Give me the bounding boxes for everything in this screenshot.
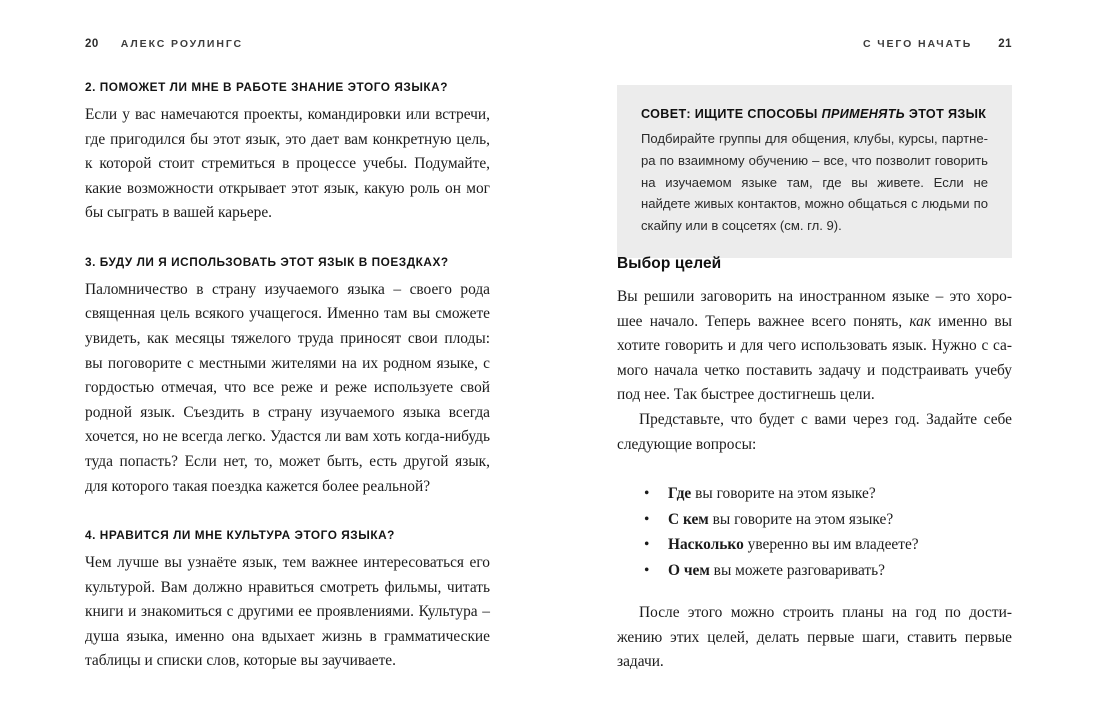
tip-title-part-2: ЭТОТ ЯЗЫК bbox=[905, 107, 987, 121]
running-head-title-left: АЛЕКС РОУЛИНГС bbox=[120, 38, 244, 50]
right-paragraph-1-part-2: именно вы хотите говорить и для чего использовать язык. Нужно с самого начала четко поставить задачу и подстраивать учебу под нее. Так быстрее достигнешь цели. bbox=[617, 312, 1013, 404]
right-paragraph-1-italic: как bbox=[909, 312, 932, 330]
section-paragraph-4: Чем лучше вы узнаёте язык, тем важнее интересоваться его культурой. Вам должно нравиться смотреть фильмы, читать книги и знакомиться с другими ее проявлениями. Культура – душа языка, именно она вдыхает жизнь в грамматические таблицы и списки слов, которые вы заучиваете. bbox=[85, 554, 490, 670]
list-item-lead: Где bbox=[668, 485, 692, 503]
folio-left: 20 bbox=[85, 38, 99, 50]
section-heading-2: 2. ПОМОЖЕТ ЛИ МНЕ В РАБОТЕ ЗНАНИЕ ЭТОГО ЯЗЫКА? bbox=[85, 80, 448, 94]
list-item bbox=[617, 558, 1012, 584]
running-head-right bbox=[863, 38, 1012, 50]
running-head-left bbox=[85, 38, 243, 50]
right-paragraph-3: После этого можно строить планы на год по достижению этих целей, делать первые шаги, ставить первые задачи. bbox=[617, 604, 1012, 671]
section-paragraph-3: Паломничество в страну изучаемого языка – своего рода священная цель всякого учащегося. Именно там вы сможете увидеть, как месяцы тяжелого труда приносят свои плоды: вы поговорите с местными жителями на их родном языке, с гордостью отмечая, что все реже и реже используете свой родной язык. Съездить в страну изучаемого языка всегда хочется, но не всегда легко. Удастся ли вам хоть когда-нибудь туда попасть? Если нет, то, может быть, есть другой язык, для которого такая поездка кажется более реальной? bbox=[85, 280, 490, 495]
tip-title-emphasis: ПРИМЕНЯТЬ bbox=[821, 107, 906, 121]
list-item-lead: О чем bbox=[668, 561, 710, 579]
bullet-icon: • bbox=[644, 485, 650, 503]
list-item-text: вы говорите на этом языке? bbox=[708, 510, 894, 528]
bullet-icon: • bbox=[644, 536, 650, 554]
list-item-lead: С кем bbox=[668, 510, 709, 528]
list-item-lead: Насколько bbox=[668, 536, 744, 554]
section-paragraph-2: Если у вас намечаются проекты, командировки или встречи, где пригодился бы этот язык, это дает вам конкретную цель, к которой стоит стремиться в процессе учебы. Подумайте, какие возможности открывает этот язык, какую роль он мог бы сыграть в вашей карьере. bbox=[85, 105, 490, 222]
list-item-text: уверенно вы им владеете? bbox=[743, 536, 919, 554]
bullet-icon: • bbox=[644, 561, 650, 579]
bullet-icon: • bbox=[644, 510, 650, 528]
running-head-title-right: С ЧЕГО НАЧАТЬ bbox=[862, 38, 973, 50]
folio-right: 21 bbox=[998, 38, 1012, 50]
goal-questions-list bbox=[617, 481, 1012, 583]
list-item-text: вы можете разговаривать? bbox=[709, 561, 885, 579]
list-item bbox=[617, 532, 1012, 558]
right-page-column bbox=[617, 255, 1012, 675]
tip-title-part-1: СОВЕТ: ИЩИТЕ СПОСОБЫ bbox=[641, 107, 822, 121]
right-paragraph-1-part-1: Вы решили заговорить на иностранном языке – это хорошее начало. Теперь важнее всего понять, bbox=[617, 288, 1012, 330]
subsection-heading: Выбор целей bbox=[617, 255, 722, 272]
tip-callout-box bbox=[617, 85, 1012, 258]
list-item-text: вы говорите на этом языке? bbox=[691, 485, 876, 503]
list-item bbox=[617, 507, 1012, 533]
list-item bbox=[617, 481, 1012, 507]
section-heading-4: 4. НРАВИТСЯ ЛИ МНЕ КУЛЬТУРА ЭТОГО ЯЗЫКА? bbox=[85, 528, 395, 543]
right-paragraph-1 bbox=[617, 285, 1012, 408]
section-heading-3: 3. БУДУ ЛИ Я ИСПОЛЬЗОВАТЬ ЭТОТ ЯЗЫК В ПОЕЗДКАХ? bbox=[85, 254, 449, 269]
tip-callout-title bbox=[641, 106, 988, 122]
tip-callout-body: Подбирайте группы для общения, клубы, курсы, партнера по взаимному обучению – все, что позволит говорить на изучаемом языке там, где вы живете. Если не найдете живых контактов, можно общаться с людьми по скайпу или в соцсетях (см. гл. 9). bbox=[641, 131, 988, 233]
left-page-column bbox=[85, 80, 490, 674]
right-paragraph-2: Представьте, что будет с вами через год. Задайте себе следующие вопросы: bbox=[617, 410, 1012, 453]
